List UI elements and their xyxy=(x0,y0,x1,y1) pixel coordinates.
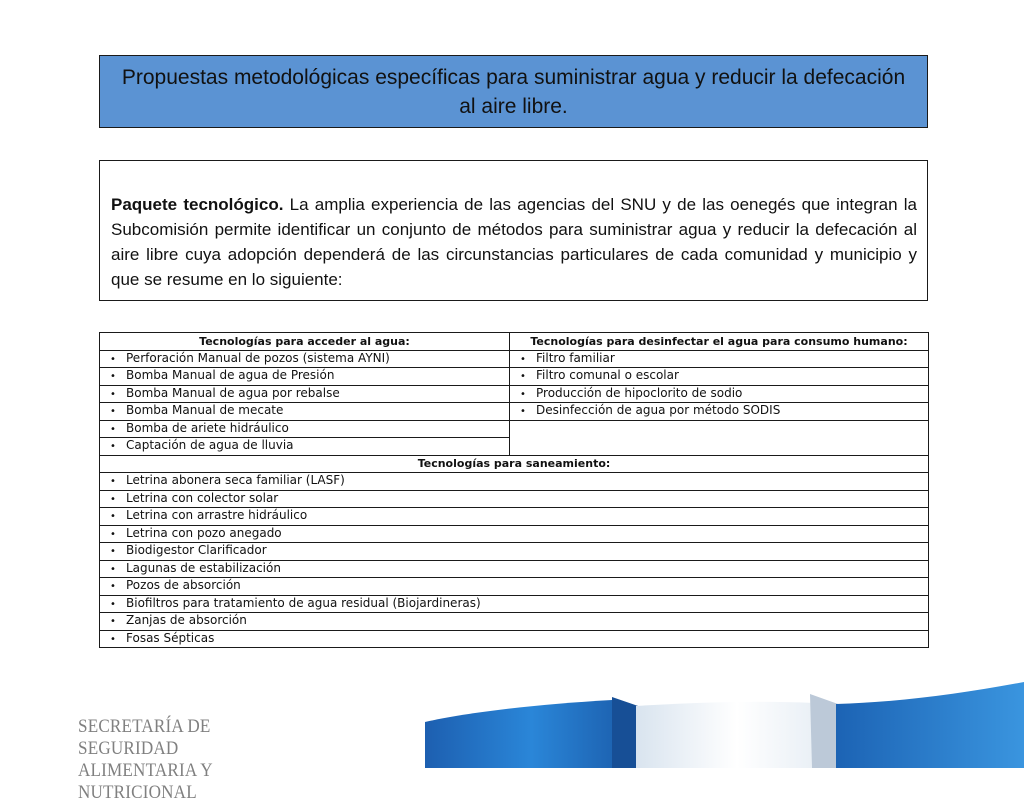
bullet-icon: • xyxy=(520,388,526,400)
bullet-icon: • xyxy=(110,371,116,383)
bullet-icon: • xyxy=(110,633,116,645)
ribbon-fold-right xyxy=(810,694,838,768)
bullet-icon: • xyxy=(520,371,526,383)
ribbon-white xyxy=(636,702,838,768)
bullet-icon: • xyxy=(110,423,116,435)
logo-line-2: ALIMENTARIA Y NUTRICIONAL xyxy=(78,760,213,803)
bullet-icon: • xyxy=(110,353,116,365)
water-access-item: • Bomba Manual de mecate xyxy=(100,403,510,421)
logo-line-1: SECRETARÍA DE SEGURIDAD xyxy=(78,716,211,759)
description-lead: Paquete tecnológico. xyxy=(111,195,284,214)
bullet-icon: • xyxy=(110,581,116,593)
table-row xyxy=(100,350,929,368)
disinfection-item: • Producción de hipoclorito de sodio xyxy=(510,385,929,403)
water-access-item: • Bomba de ariete hidráulico xyxy=(100,420,510,438)
bullet-icon: • xyxy=(110,563,116,575)
disinfection-item: • Desinfección de agua por método SODIS xyxy=(510,403,929,421)
bullet-icon: • xyxy=(110,511,116,523)
sanitation-item: • Pozos de absorción xyxy=(100,578,929,596)
bullet-icon: • xyxy=(110,616,116,628)
bullet-icon: • xyxy=(110,598,116,610)
table-row xyxy=(100,560,929,578)
bullet-icon: • xyxy=(110,528,116,540)
empty-cell xyxy=(510,420,929,455)
table-row xyxy=(100,578,929,596)
table-row xyxy=(100,403,929,421)
sanitation-item: • Letrina con pozo anegado xyxy=(100,525,929,543)
ribbon-fold-left xyxy=(612,697,638,768)
sanitation-header: Tecnologías para saneamiento: xyxy=(100,455,929,473)
table-row xyxy=(100,613,929,631)
sesan-logo xyxy=(78,716,312,804)
bullet-icon: • xyxy=(110,388,116,400)
table-row xyxy=(100,385,929,403)
slide-title xyxy=(99,55,928,128)
sanitation-item: • Fosas Sépticas xyxy=(100,630,929,648)
table-row xyxy=(100,420,929,438)
ribbon-blue-left xyxy=(425,700,638,768)
sanitation-header-row xyxy=(100,455,929,473)
bullet-icon: • xyxy=(110,493,116,505)
bullet-icon: • xyxy=(110,546,116,558)
sanitation-item: • Biodigestor Clarificador xyxy=(100,543,929,561)
water-access-item: • Captación de agua de lluvia xyxy=(100,438,510,456)
disinfection-item: • Filtro familiar xyxy=(510,350,929,368)
bullet-icon: • xyxy=(110,441,116,453)
sanitation-item: • Lagunas de estabilización xyxy=(100,560,929,578)
description-text: La amplia experiencia de las agencias del SNU y de las oenegés que integran la Subcomisión permite identificar un conjunto de métodos para suministrar agua y reducir la defecación al aire libre cuya adopción dependerá de las circunstancias particulares de cada comunidad y municipio y que se resume en lo siguiente: xyxy=(111,195,917,289)
water-access-item: • Bomba Manual de agua por rebalse xyxy=(100,385,510,403)
bullet-icon: • xyxy=(520,406,526,418)
disinfection-item: • Filtro comunal o escolar xyxy=(510,368,929,386)
bullet-icon: • xyxy=(110,406,116,418)
bullet-icon: • xyxy=(110,476,116,488)
slide-title-text: Propuestas metodológicas específicas para suministrar agua y reducir la defecación al aire libre. xyxy=(121,65,906,118)
table-row xyxy=(100,490,929,508)
sanitation-item: • Letrina abonera seca familiar (LASF) xyxy=(100,473,929,491)
table-row xyxy=(100,473,929,491)
description-box xyxy=(99,160,928,301)
water-access-item: • Bomba Manual de agua de Presión xyxy=(100,368,510,386)
ribbon-blue-right xyxy=(836,682,1024,768)
sanitation-item: • Zanjas de absorción xyxy=(100,613,929,631)
sanitation-item: • Biofiltros para tratamiento de agua residual (Biojardineras) xyxy=(100,595,929,613)
table-row xyxy=(100,630,929,648)
sanitation-item: • Letrina con arrastre hidráulico xyxy=(100,508,929,526)
table-row xyxy=(100,595,929,613)
table-row xyxy=(100,508,929,526)
disinfection-header: Tecnologías para desinfectar el agua para consumo humano: xyxy=(510,333,929,351)
water-access-item: • Perforación Manual de pozos (sistema AYNI) xyxy=(100,350,510,368)
sanitation-item: • Letrina con colector solar xyxy=(100,490,929,508)
table-row xyxy=(100,525,929,543)
table-row xyxy=(100,368,929,386)
water-access-header: Tecnologías para acceder al agua: xyxy=(100,333,510,351)
table-header-row xyxy=(100,333,929,351)
bullet-icon: • xyxy=(520,353,526,365)
technology-table xyxy=(99,332,929,648)
table-row xyxy=(100,543,929,561)
